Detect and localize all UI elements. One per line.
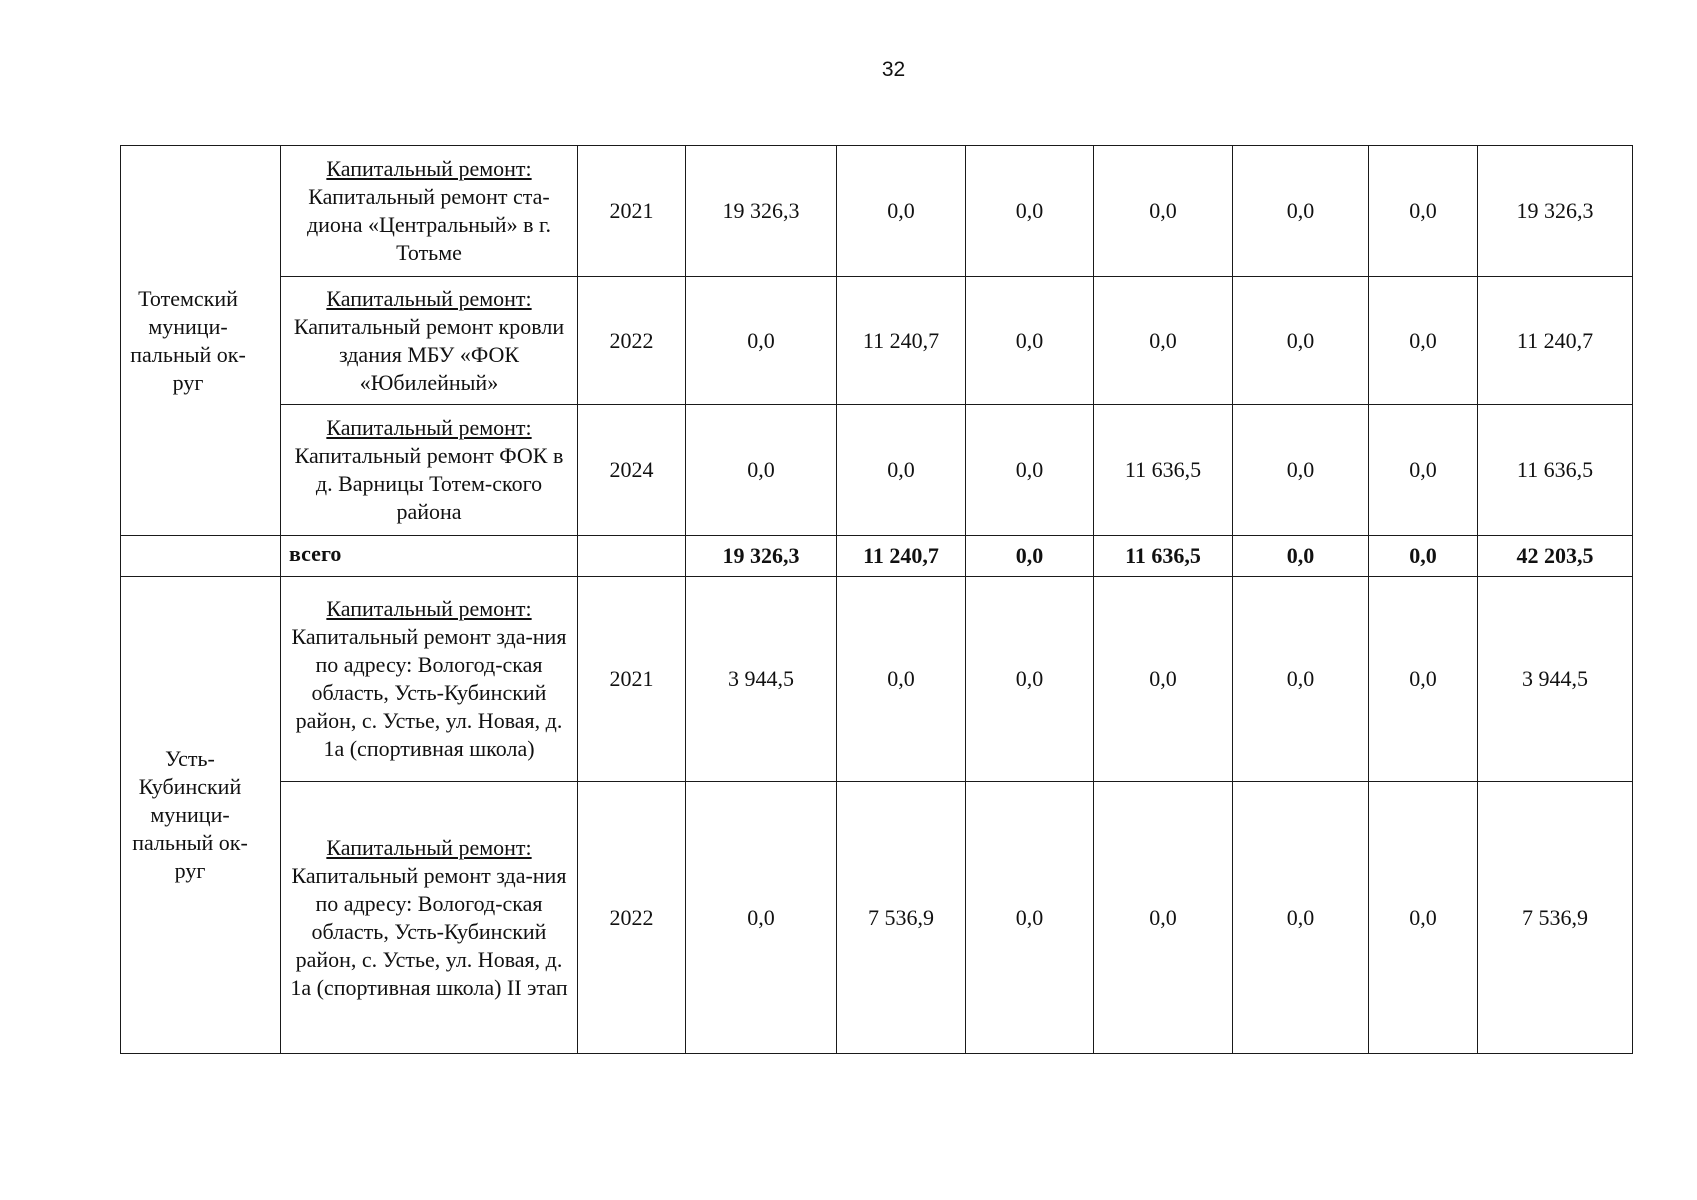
description-cell	[281, 782, 578, 1054]
value-cell: 7 536,9	[837, 782, 966, 1054]
description-cell	[281, 277, 578, 405]
value-cell-total: 19 326,3	[1478, 146, 1633, 277]
work-description: Капитальный ремонт зда-ния по адресу: Вологод-ская область, Усть-Кубинский район, с. Устье, ул. Новая, д. 1а (спортивная школа) II этап	[290, 862, 568, 1000]
region-cell	[121, 146, 281, 536]
funding-table	[120, 145, 1633, 1054]
table-row	[121, 146, 1633, 277]
table-row	[121, 577, 1633, 782]
description-cell	[281, 405, 578, 536]
table-row	[121, 405, 1633, 536]
region-cell	[121, 577, 281, 1054]
value-cell-total: 11 636,5	[1478, 405, 1633, 536]
value-cell: 0,0	[837, 146, 966, 277]
value-cell: 0,0	[1369, 277, 1478, 405]
page-number: 32	[881, 58, 906, 81]
value-cell: 0,0	[1233, 577, 1369, 782]
value-cell: 0,0	[966, 577, 1094, 782]
work-description: Капитальный ремонт ста-диона «Центральный» в г. Тотьме	[306, 184, 552, 265]
value-cell: 0,0	[1233, 277, 1369, 405]
total-value: 0,0	[1233, 536, 1369, 577]
table-row	[121, 782, 1633, 1054]
value-cell: 0,0	[686, 277, 837, 405]
total-value-grand: 42 203,5	[1478, 536, 1633, 577]
value-cell: 3 944,5	[686, 577, 837, 782]
year-cell: 2022	[578, 782, 686, 1054]
value-cell: 0,0	[837, 577, 966, 782]
value-cell: 19 326,3	[686, 146, 837, 277]
work-description: Капитальный ремонт ФОК в д. Варницы Тотем-ского района	[294, 443, 564, 524]
value-cell: 0,0	[966, 782, 1094, 1054]
year-cell: 2024	[578, 405, 686, 536]
year-cell: 2022	[578, 277, 686, 405]
description-cell	[281, 577, 578, 782]
empty-cell	[578, 536, 686, 577]
value-cell: 0,0	[1094, 146, 1233, 277]
value-cell: 0,0	[966, 277, 1094, 405]
value-cell-total: 11 240,7	[1478, 277, 1633, 405]
work-type-header: Капитальный ремонт:	[326, 596, 532, 621]
value-cell: 0,0	[1094, 277, 1233, 405]
work-type-header: Капитальный ремонт:	[326, 415, 532, 440]
description-cell	[281, 146, 578, 277]
value-cell-total: 3 944,5	[1478, 577, 1633, 782]
table-row	[121, 277, 1633, 405]
value-cell: 0,0	[837, 405, 966, 536]
value-cell: 0,0	[1369, 405, 1478, 536]
region-name: Тотемский муници-пальный ок-руг	[130, 285, 246, 395]
value-cell: 11 636,5	[1094, 405, 1233, 536]
total-value: 0,0	[966, 536, 1094, 577]
value-cell: 0,0	[1233, 782, 1369, 1054]
region-name: Усть-Кубинский муници-пальный ок-руг	[132, 746, 248, 883]
total-value: 11 240,7	[837, 536, 966, 577]
empty-cell	[121, 536, 281, 577]
value-cell: 0,0	[1094, 577, 1233, 782]
value-cell-total: 7 536,9	[1478, 782, 1633, 1054]
work-type-header: Капитальный ремонт:	[326, 285, 532, 311]
total-value: 11 636,5	[1094, 536, 1233, 577]
work-description: Капитальный ремонт кровли здания МБУ «ФОК «Юбилейный»	[293, 313, 565, 395]
work-type-header: Капитальный ремонт:	[326, 834, 532, 860]
value-cell: 0,0	[966, 405, 1094, 536]
value-cell: 0,0	[1369, 146, 1478, 277]
total-value: 0,0	[1369, 536, 1478, 577]
year-cell: 2021	[578, 577, 686, 782]
value-cell: 0,0	[1369, 577, 1478, 782]
value-cell: 0,0	[966, 146, 1094, 277]
total-label: всего	[281, 536, 578, 577]
work-type-header: Капитальный ремонт:	[326, 156, 532, 181]
total-row	[121, 536, 1633, 577]
value-cell: 0,0	[686, 782, 837, 1054]
value-cell: 0,0	[1094, 782, 1233, 1054]
value-cell: 0,0	[686, 405, 837, 536]
year-cell: 2021	[578, 146, 686, 277]
total-value: 19 326,3	[686, 536, 837, 577]
work-description: Капитальный ремонт зда-ния по адресу: Вологод-ская область, Усть-Кубинский район, с. Устье, ул. Новая, д. 1а (спортивная школа)	[291, 624, 567, 761]
value-cell: 11 240,7	[837, 277, 966, 405]
value-cell: 0,0	[1233, 146, 1369, 277]
value-cell: 0,0	[1233, 405, 1369, 536]
value-cell: 0,0	[1369, 782, 1478, 1054]
